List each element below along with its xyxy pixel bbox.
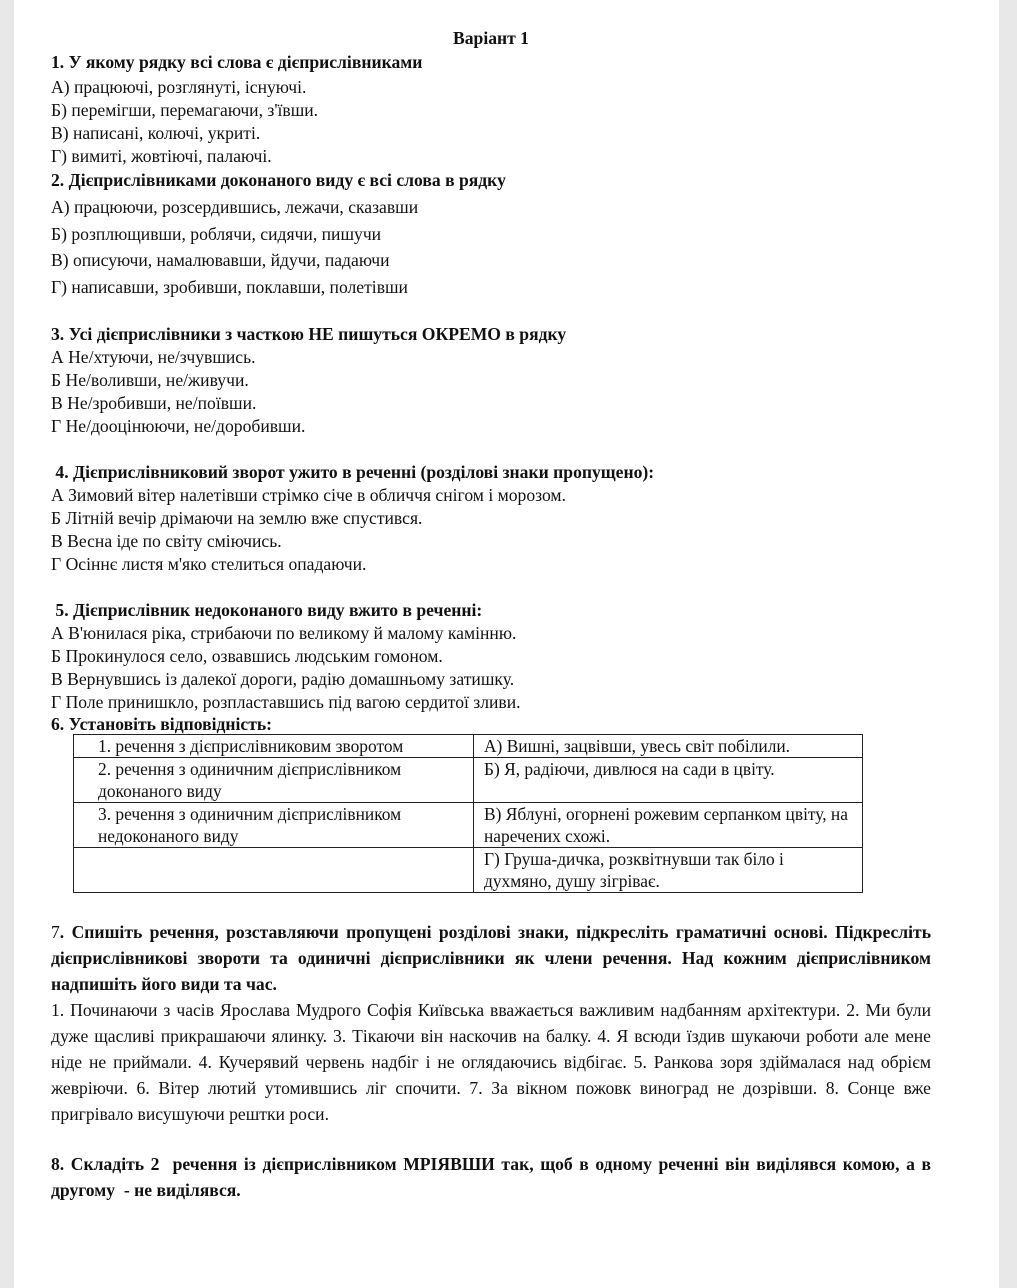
question-3: 3. Усі дієприслівники з часткою НЕ пишуться ОКРЕМО в рядку: [51, 324, 567, 344]
table-row: [74, 848, 863, 893]
question-1: 1. У якому рядку всі слова є дієприслівниками: [51, 52, 423, 72]
q3-option-b: Б Не/воливши, не/живучи.: [51, 370, 249, 390]
table-row: [74, 735, 863, 758]
q4-option-a: А Зимовий вітер налетівши стрімко січе в обличчя снігом і морозом.: [51, 485, 566, 505]
page-border-left: [0, 0, 14, 1288]
q4-option-c: В Весна іде по світу сміючись.: [51, 531, 282, 551]
q1-option-a: А) працюючі, розглянуті, існуючі.: [51, 77, 307, 97]
q2-option-c: В) описуючи, намалювавши, йдучи, падаючи: [51, 250, 390, 270]
q5-option-d: Г Поле принишкло, розпластавшись під вагою сердитої зливи.: [51, 692, 521, 712]
table-cell-left: [74, 848, 474, 893]
q4-option-d: Г Осіннє листя м'яко стелиться опадаючи.: [51, 554, 367, 574]
q3-option-d: Г Не/дооцінюючи, не/доробивши.: [51, 416, 306, 436]
table-row: [74, 758, 863, 803]
q4-option-b: Б Літній вечір дрімаючи на землю вже спустився.: [51, 508, 423, 528]
q3-option-c: В Не/зробивши, не/поївши.: [51, 393, 257, 413]
question-5: 5. Дієприслівник недоконаного виду вжито в реченні:: [51, 600, 483, 620]
table-cell-right: А) Вишні, зацвівши, увесь світ побілили.: [474, 735, 863, 758]
table-cell-left: 3. речення з одиничним дієприслівником недоконаного виду: [74, 803, 474, 848]
matching-table: [73, 734, 863, 893]
q5-option-c: В Вернувшись із далекої дороги, радію домашньому затишку.: [51, 669, 515, 689]
question-4: 4. Дієприслівниковий зворот ужито в реченні (розділові знаки пропущено):: [51, 462, 655, 482]
variant-title: Варіант 1: [453, 28, 529, 48]
question-7-number: 7: [51, 922, 60, 942]
q2-option-d: Г) написавши, зробивши, поклавши, полетівши: [51, 276, 408, 297]
table-cell-right: Б) Я, радіючи, дивлюся на сади в цвіту.: [474, 758, 863, 803]
q2-option-b: Б) розплющивши, роблячи, сидячи, пишучи: [51, 223, 382, 244]
document-page: [14, 0, 999, 1288]
document-content: [51, 26, 936, 1203]
q3-option-a: А Не/хтуючи, не/зчувшись.: [51, 347, 256, 367]
question-7: [51, 919, 931, 997]
q1-option-d: Г) вимиті, жовтіючі, палаючі.: [51, 146, 272, 166]
table-cell-right: Г) Груша-дичка, розквітнувши так біло і духмяно, душу зігріває.: [474, 848, 863, 893]
question-2: 2. Дієприслівниками доконаного виду є всі слова в рядку: [51, 170, 506, 190]
q2-option-a: А) працюючи, розсердившись, лежачи, сказавши: [51, 197, 419, 217]
q1-option-b: Б) перемігши, перемагаючи, з'ївши.: [51, 100, 319, 120]
question-7-sentences: 1. Починаючи з часів Ярослава Мудрого Софія Київська вважається важливим надбанням архітектури. 2. Ми були дуже щасливі прикрашаючи ялинку. 3. Тікаючи він наскочив на балку. 4. Я всюди їздив шукаючи роботи але мене ніде не приймали. 4. Кучерявий червень надбіг і не оглядаючись відбігає. 5. Ранкова зоря здіймалася над обрієм жевріючи. 6. Вітер лютий утомившись ліг спочити. 7. За вікном пожовк виноград не дозрівши. 8. Сонце вже пригрівало висушуючи рештки роси.: [51, 1000, 931, 1124]
question-8: 8. Складіть 2 речення із дієприслівником МРІЯВШИ так, щоб в одному реченні він виділявся комою, а в другому - не виділявся.: [51, 1154, 936, 1200]
q1-option-c: В) написані, колючі, укриті.: [51, 123, 261, 143]
table-cell-left: 1. речення з дієприслівниковим зворотом: [74, 735, 474, 758]
table-cell-left: 2. речення з одиничним дієприслівником доконаного виду: [74, 758, 474, 803]
question-7-text: . Спишіть речення, розставляючи пропущені розділові знаки, підкресліть граматичні основі. Підкресліть дієприслівникові звороти та одиничні дієприслівники як члени речення. Над кожним дієприслівником надпишіть його види та час.: [51, 922, 931, 994]
table-row: [74, 803, 863, 848]
q5-option-b: Б Прокинулося село, озвавшись людським гомоном.: [51, 646, 443, 666]
question-6: 6. Установіть відповідність:: [51, 714, 273, 734]
q5-option-a: А В'юнилася ріка, стрибаючи по великому й малому камінню.: [51, 623, 517, 643]
page-border-right: [999, 0, 1017, 1288]
table-cell-right: В) Яблуні, огорнені рожевим серпанком цвіту, на наречених схожі.: [474, 803, 863, 848]
